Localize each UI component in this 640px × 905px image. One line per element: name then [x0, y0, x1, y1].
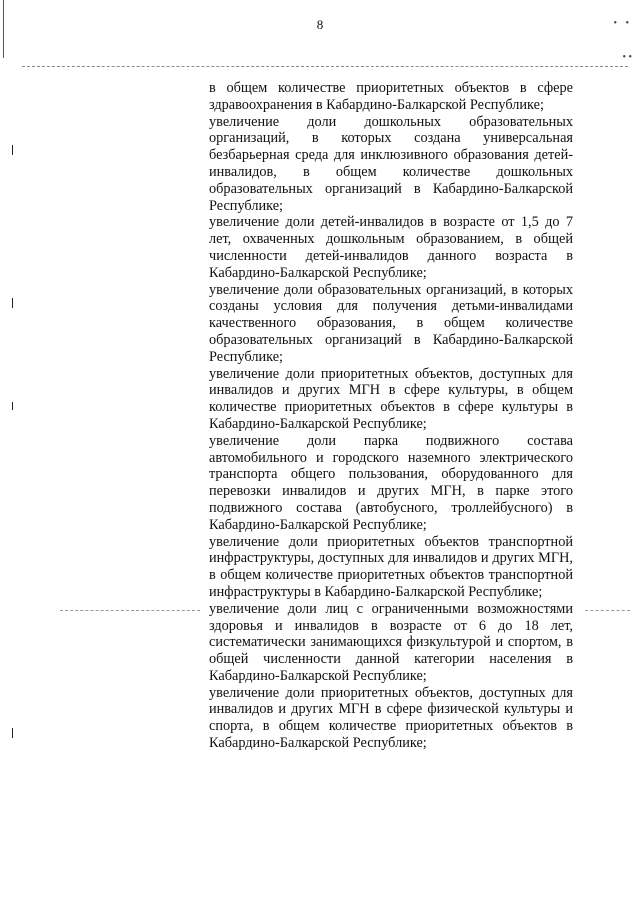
paragraph: увеличение доли приоритетных объектов, доступных для инвалидов и других МГН в сфере физической культуры и спорта, в общем количестве приоритетных объектов в Кабардино-Балкарской Республике; [209, 684, 573, 752]
paragraph: увеличение доли образовательных организаций, в которых созданы условия для получения детьми-инвалидами качественного образования, в общем количестве образовательных организаций в Кабардино-Балкарской Республике; [209, 281, 573, 365]
margin-tick [12, 728, 13, 738]
scan-dash-left [60, 610, 200, 611]
page-number: 8 [316, 17, 324, 32]
margin-tick [12, 402, 13, 410]
header-divider [22, 66, 628, 67]
margin-tick [12, 145, 13, 155]
scan-corner-mark-2: • • [622, 52, 632, 63]
margin-tick [12, 298, 13, 308]
scan-dash-right [585, 610, 630, 611]
paragraph: увеличение доли приоритетных объектов транспортной инфраструктуры, доступных для инвалидов и других МГН, в общем количестве приоритетных объектов транспортной инфраструктуры в Кабардино-Балкарской Республике; [209, 533, 573, 600]
paragraph: в общем количестве приоритетных объектов в сфере здравоохранения в Кабардино-Балкарской Республике; [209, 80, 573, 113]
paragraph: увеличение доли лиц с ограниченными возможностями здоровья и инвалидов в возрасте от 6 до 18 лет, систематически занимающихся физкультурой и спортом, в общей численности данной категории населения в Кабардино-Балкарской Республике; [209, 600, 573, 684]
paragraph: увеличение доли приоритетных объектов, доступных для инвалидов и других МГН в сфере культуры, в общем количестве приоритетных объектов в сфере культуры в Кабардино-Балкарской Республике; [209, 365, 573, 432]
paragraph: увеличение доли парка подвижного состава автомобильного и городского наземного электрического транспорта общего пользования, оборудованного для перевозки инвалидов и других МГН, в парке этого подвижного состава (автобусного, троллейбусного) в Кабардино-Балкарской Республике; [209, 432, 573, 533]
scan-corner-mark: • • [613, 18, 632, 29]
paragraph: увеличение доли дошкольных образовательных организаций, в которых создана универсальная безбарьерная среда для инклюзивного образования детей-инвалидов, в общем количестве дошкольных образовательных организаций в Кабардино-Балкарской Республике; [209, 113, 573, 214]
paragraph: увеличение доли детей-инвалидов в возрасте от 1,5 до 7 лет, охваченных дошкольным образованием, в общей численности детей-инвалидов данного возраста в Кабардино-Балкарской Республике; [209, 214, 573, 281]
document-body [209, 80, 573, 752]
